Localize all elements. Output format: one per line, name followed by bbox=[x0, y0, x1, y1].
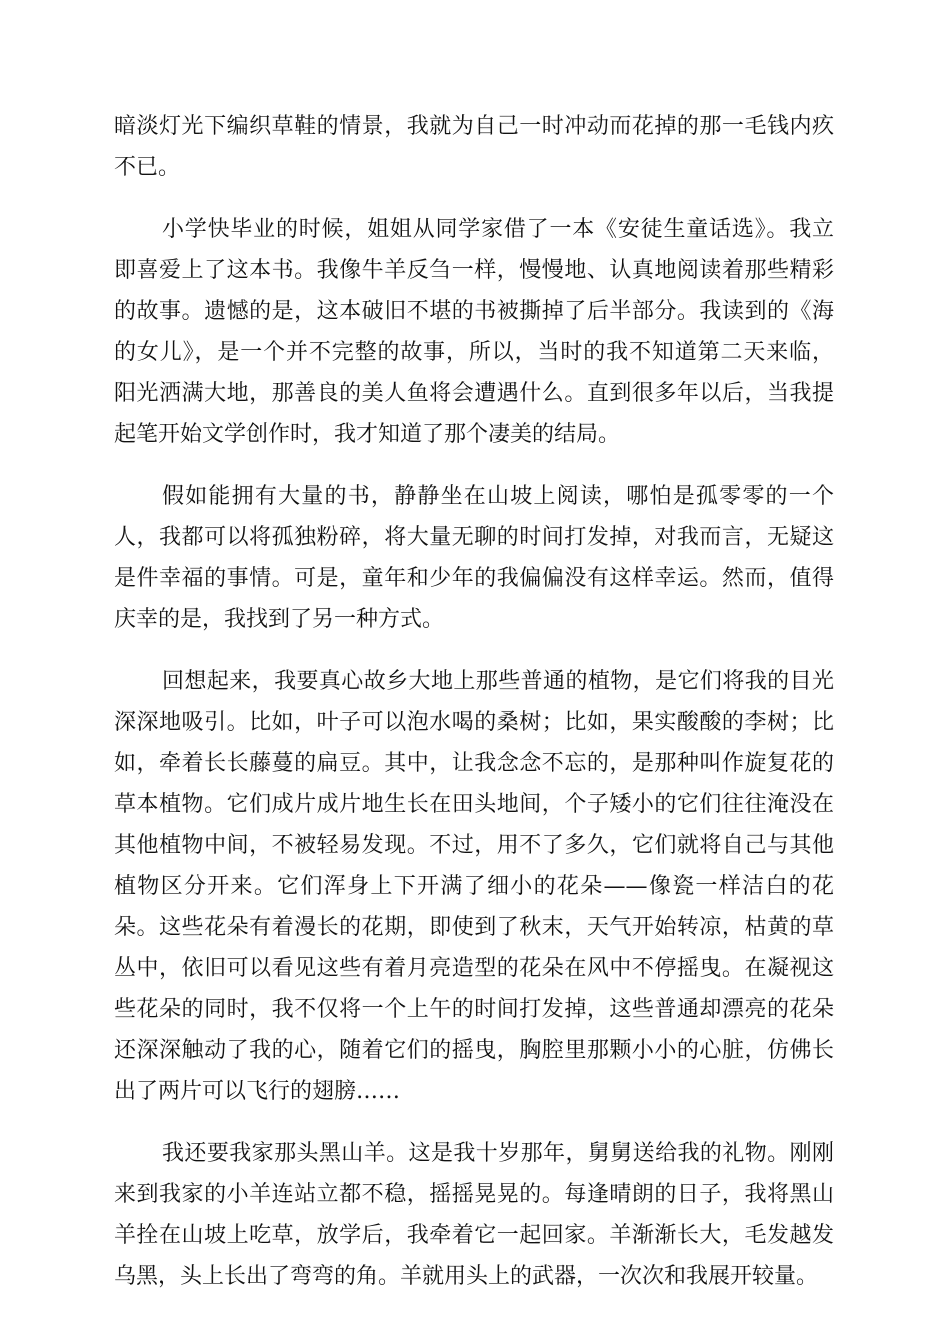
text-line: 我还要我家那头黑山羊。这是我十岁那年，舅舅送给我的礼物。刚刚 bbox=[162, 1141, 834, 1166]
text-line: 还深深触动了我的心，随着它们的摇曳，胸腔里那颗小小的心脏，仿佛长 bbox=[114, 1038, 834, 1063]
text-line: 人，我都可以将孤独粉碎，将大量无聊的时间打发掉，对我而言，无疑这 bbox=[114, 525, 834, 550]
text-line: 的女儿》，是一个并不完整的故事，所以，当时的我不知道第二天来临， bbox=[114, 340, 834, 365]
paragraph-4 bbox=[114, 661, 834, 1112]
article-body bbox=[114, 106, 834, 1297]
text-line: 其他植物中间，不被轻易发现。不过，用不了多久，它们就将自己与其他 bbox=[114, 833, 834, 858]
text-line: 是件幸福的事情。可是，童年和少年的我偏偏没有这样幸运。然而，值得 bbox=[114, 566, 834, 591]
text-line: 暗淡灯光下编织草鞋的情景，我就为自己一时冲动而花掉的那一毛钱内疚 bbox=[114, 114, 834, 139]
text-line: 即喜爱上了这本书。我像牛羊反刍一样，慢慢地、认真地阅读着那些精彩 bbox=[114, 258, 834, 283]
text-line: 不已。 bbox=[114, 155, 181, 180]
text-line: 羊拴在山坡上吃草，放学后，我牵着它一起回家。羊渐渐长大，毛发越发 bbox=[114, 1223, 834, 1248]
text-line: 假如能拥有大量的书，静静坐在山坡上阅读，哪怕是孤零零的一个 bbox=[162, 484, 834, 509]
text-line: 如，牵着长长藤蔓的扁豆。其中，让我念念不忘的，是那种叫作旋复花的 bbox=[114, 751, 834, 776]
text-line: 起笔开始文学创作时，我才知道了那个凄美的结局。 bbox=[114, 422, 621, 447]
text-line: 阳光洒满大地，那善良的美人鱼将会遭遇什么。直到很多年以后，当我提 bbox=[114, 381, 834, 406]
paragraph-2 bbox=[114, 209, 834, 455]
paragraph-3 bbox=[114, 476, 834, 640]
text-line: 小学快毕业的时候，姐姐从同学家借了一本《安徒生童话选》。我立 bbox=[162, 217, 834, 242]
paragraph-1 bbox=[114, 106, 834, 188]
text-line: 回想起来，我要真心故乡大地上那些普通的植物，是它们将我的目光 bbox=[162, 669, 834, 694]
text-line: 朵。这些花朵有着漫长的花期，即使到了秋末，天气开始转凉，枯黄的草 bbox=[114, 915, 834, 940]
text-line: 丛中，依旧可以看见这些有着月亮造型的花朵在风中不停摇曳。在凝视这 bbox=[114, 956, 834, 981]
text-line: 草本植物。它们成片成片地生长在田头地间，个子矮小的它们往往淹没在 bbox=[114, 792, 834, 817]
text-line: 出了两片可以飞行的翅膀…… bbox=[114, 1079, 401, 1104]
text-line: 来到我家的小羊连站立都不稳，摇摇晃晃的。每逢晴朗的日子，我将黑山 bbox=[114, 1182, 834, 1207]
text-line: 庆幸的是，我找到了另一种方式。 bbox=[114, 607, 445, 632]
text-line: 的故事。遗憾的是，这本破旧不堪的书被撕掉了后半部分。我读到的《海 bbox=[114, 299, 834, 324]
text-line: 些花朵的同时，我不仅将一个上午的时间打发掉，这些普通却漂亮的花朵 bbox=[114, 997, 834, 1022]
text-line: 植物区分开来。它们浑身上下开满了细小的花朵——像瓷一样洁白的花 bbox=[114, 874, 834, 899]
text-line: 乌黑，头上长出了弯弯的角。羊就用头上的武器，一次次和我展开较量。 bbox=[114, 1264, 819, 1289]
paragraph-5 bbox=[114, 1133, 834, 1297]
text-line: 深深地吸引。比如，叶子可以泡水喝的桑树；比如，果实酸酸的李树；比 bbox=[114, 710, 834, 735]
